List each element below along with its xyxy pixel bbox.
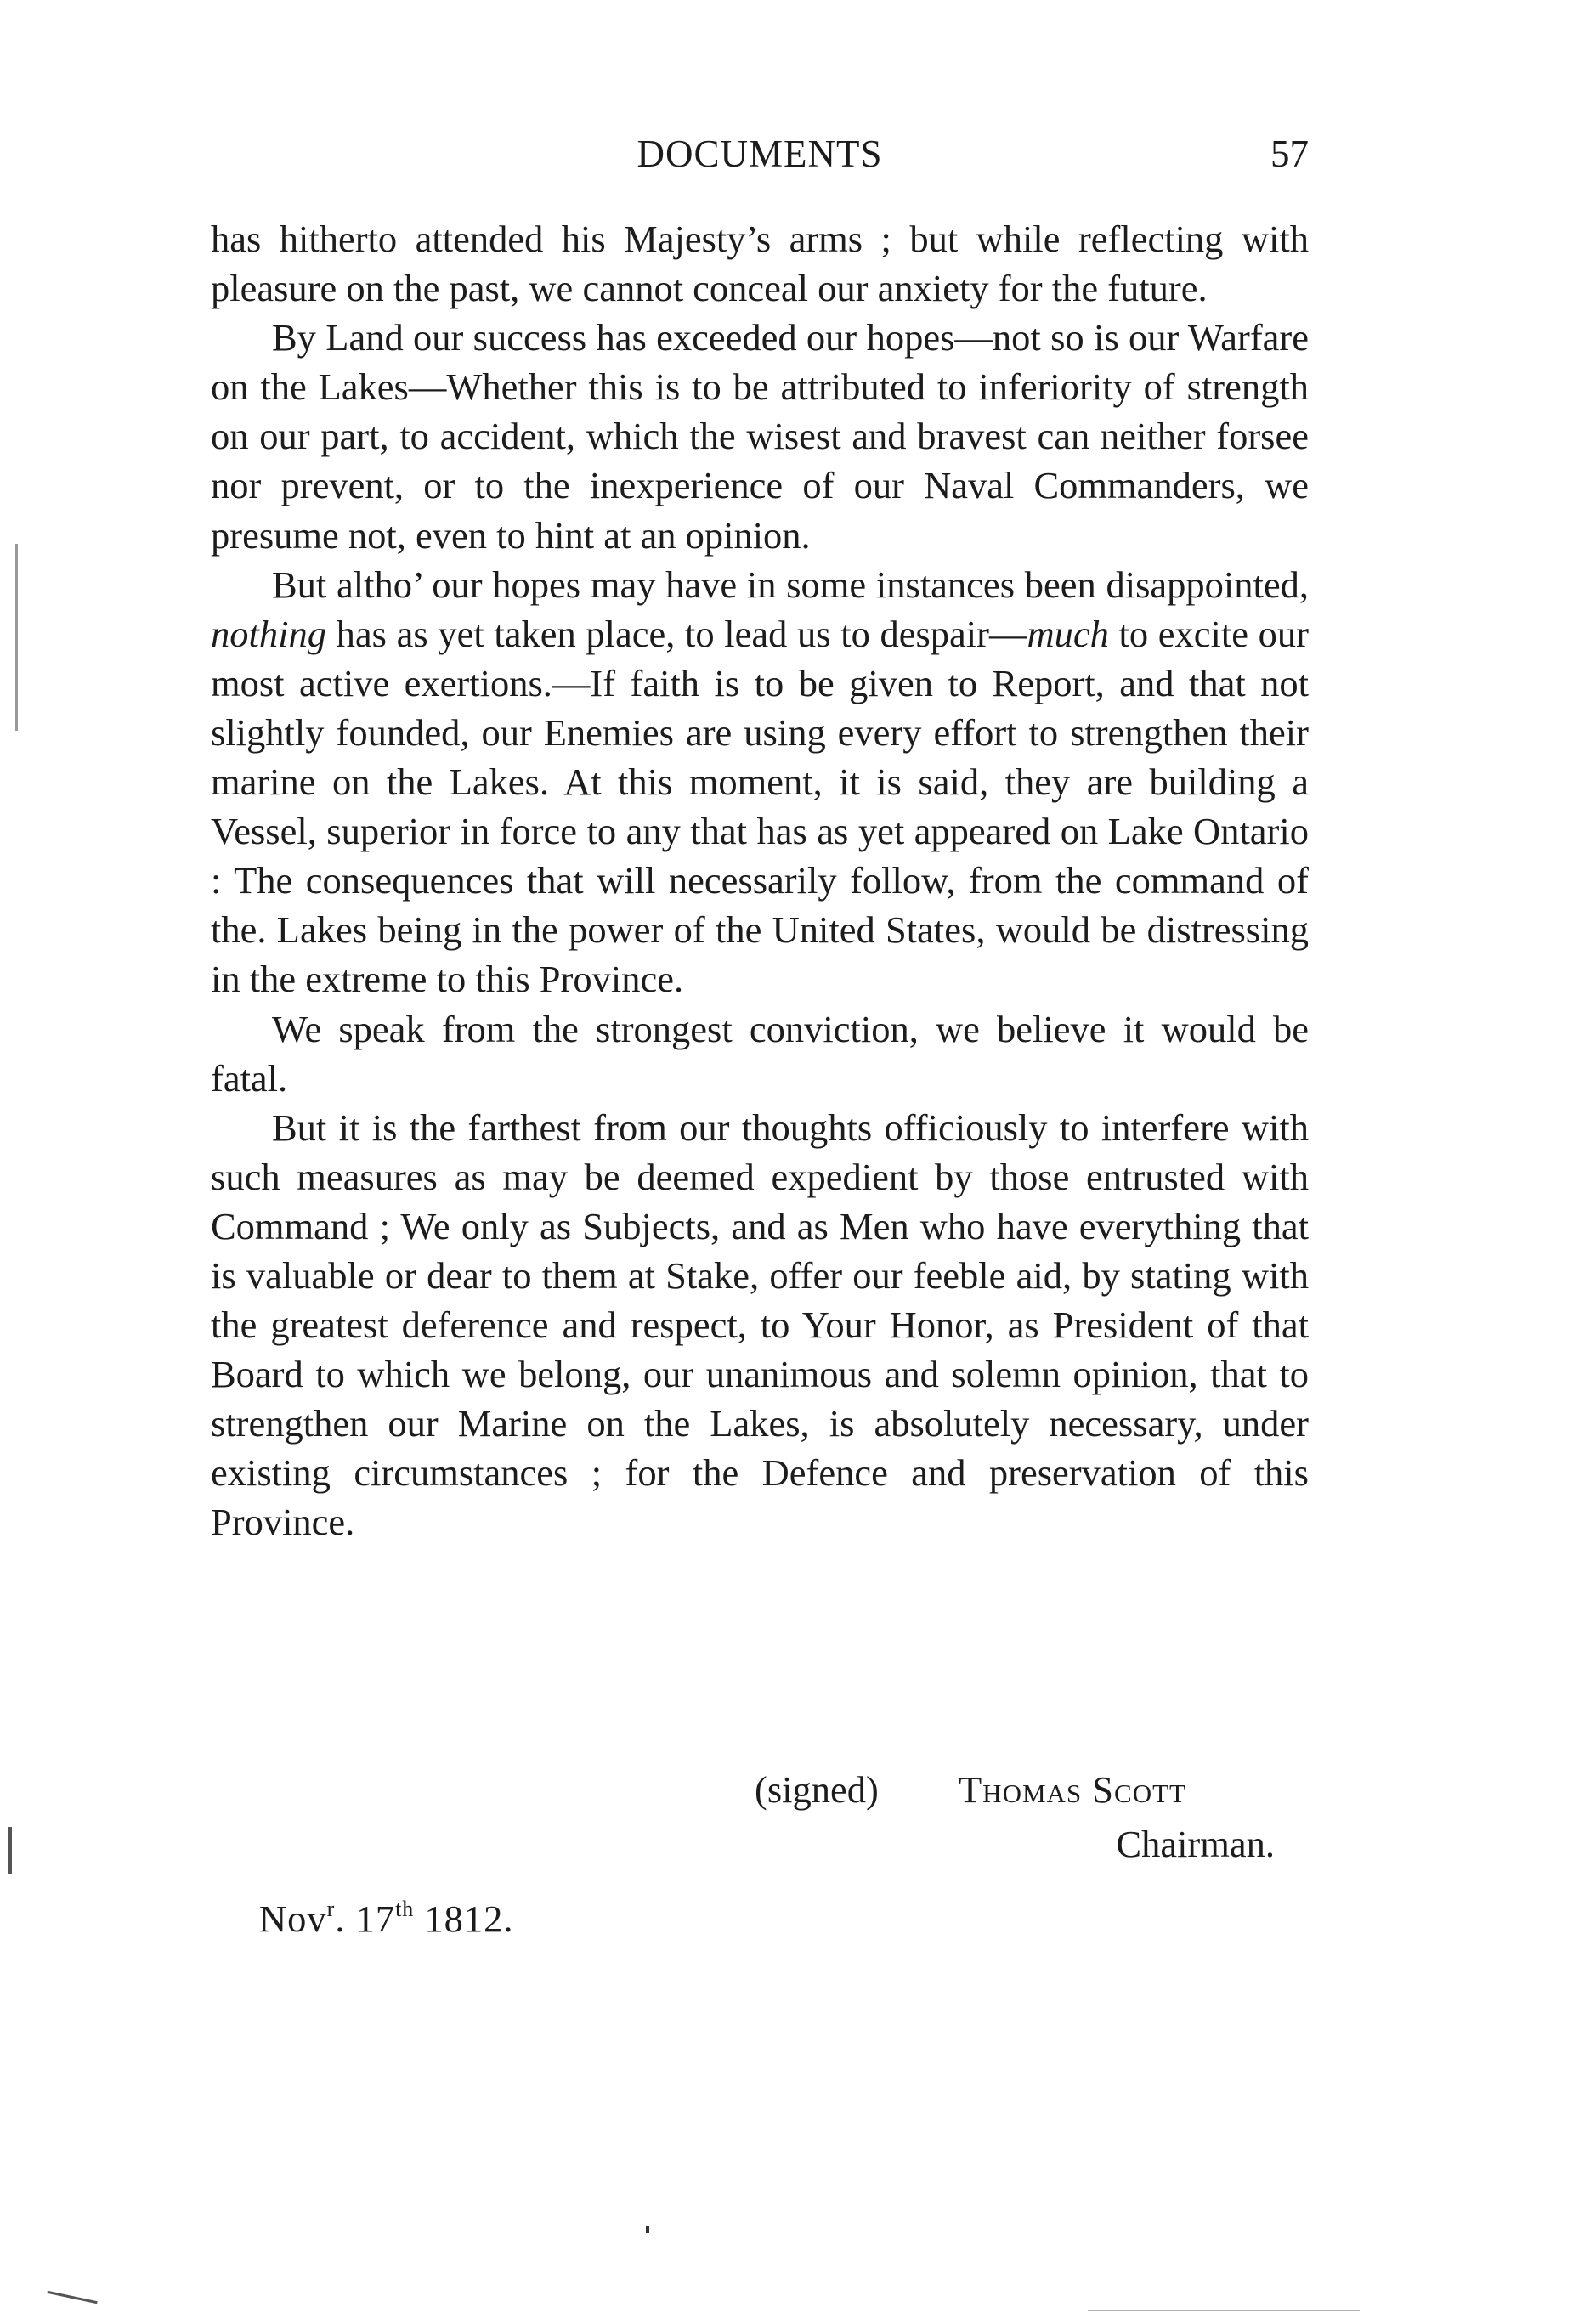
scan-corner-mark: [47, 2291, 97, 2304]
paragraph-text-segment: to excite our most active exertions.—If faith is to be given to Report, and that not slightly founded, our Enemies are using every effort to strengthen their marine on the Lakes. At this moment, it is said, they are building a Vessel, superior in force to any that has as yet appeared on Lake Ontario : The consequences that will necessarily follow, from the command of the. Lakes being in the power of the United States, would be distressing in the extreme to this Province.: [211, 612, 1310, 1001]
running-head: [211, 132, 1309, 183]
emphasis-nothing: nothing: [211, 612, 326, 655]
page-number: 57: [1270, 133, 1309, 175]
paragraph-text-segment: But altho’ our hopes may have in some instances been disappointed,: [272, 563, 1309, 606]
date-day-superscript: th: [395, 1897, 415, 1921]
emphasis-much: much: [1027, 612, 1109, 655]
scan-dust-mark: [646, 2226, 649, 2233]
scan-edge-mark: [8, 1827, 12, 1874]
body-text: [211, 214, 1309, 1547]
paragraph-conviction: We speak from the strongest conviction, we believe it would be fatal.: [211, 1007, 1309, 1100]
date-year: 1812.: [414, 1897, 514, 1940]
signed-mark: (signed): [755, 1768, 879, 1811]
paragraph-opinion: But it is the farthest from our thoughts officiously to interfere with such measures as may be deemed expedient by those entrusted with Command ; We only as Subjects, and as Men who have everything that is valuable or dear to them at Stake, offer our feeble aid, by stating with the greatest deference and respect, to Your Honor, as President of that Board to which we belong, our unanimous and solemn opinion, that to strengthen our Marine on the Lakes, is absolutely necessary, under existing circumstances ; for the Defence and preservation of this Province.: [211, 1105, 1309, 1544]
paragraph-land-and-lakes: By Land our success has exceeded our hopes—not so is our Warfare on the Lakes—Whether this is to be attributed to inferiority of strength on our part, to accident, which the wisest and bravest can neither forsee nor prevent, or to the inexperience of our Naval Commanders, we presume not, even to hint at an opinion.: [211, 316, 1309, 557]
running-title: DOCUMENTS: [637, 133, 883, 175]
paragraph-hopes-disappointed: [211, 560, 1309, 1004]
signer-name: Thomas Scott: [959, 1768, 1186, 1811]
date-day: 17: [355, 1897, 396, 1940]
date-line: [259, 1897, 514, 1941]
scan-edge-mark: [15, 544, 18, 731]
date-month: Nov: [259, 1897, 327, 1940]
scan-bottom-mark: [1088, 2310, 1360, 2311]
paragraph-text-segment: has as yet taken place, to lead us to despair—: [336, 612, 1027, 655]
signature-block: [211, 1767, 1309, 1869]
date-separator: .: [335, 1897, 356, 1940]
signer-title: Chairman.: [1116, 1823, 1275, 1865]
paragraph-continued: has hitherto attended his Majesty’s arms ; but while reflecting with pleasure on the past, we cannot conceal our anxiety for the future.: [211, 218, 1309, 310]
date-month-superscript: r: [326, 1897, 336, 1921]
